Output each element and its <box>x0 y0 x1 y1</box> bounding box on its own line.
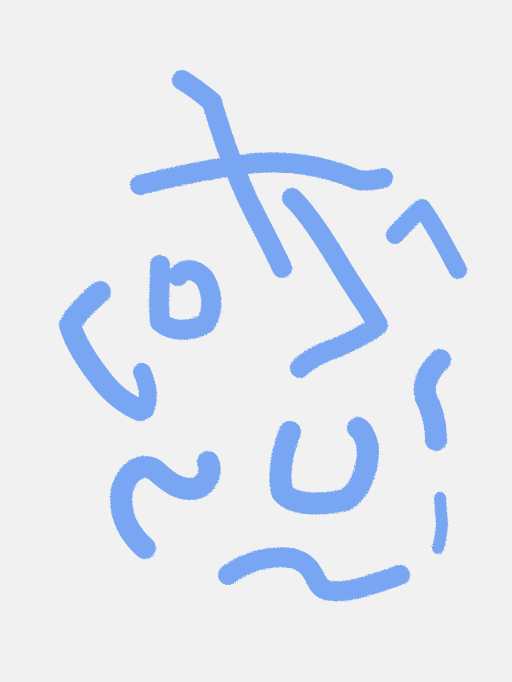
brush-stroke-left-bracket <box>70 292 140 410</box>
brush-stroke-right-curve <box>425 360 440 440</box>
brush-stroke-bottom-wave <box>228 557 400 591</box>
brush-stroke-caret <box>395 208 458 270</box>
brush-stroke-horizontal <box>140 162 383 185</box>
brush-stroke-small-hook <box>142 372 148 410</box>
brush-stroke-loop <box>159 265 211 330</box>
brush-stroke-u-shape <box>280 428 368 504</box>
brush-stroke-lower-wave <box>121 462 209 548</box>
brush-stroke-tick <box>438 498 442 548</box>
brush-stroke-zigzag <box>292 198 378 368</box>
